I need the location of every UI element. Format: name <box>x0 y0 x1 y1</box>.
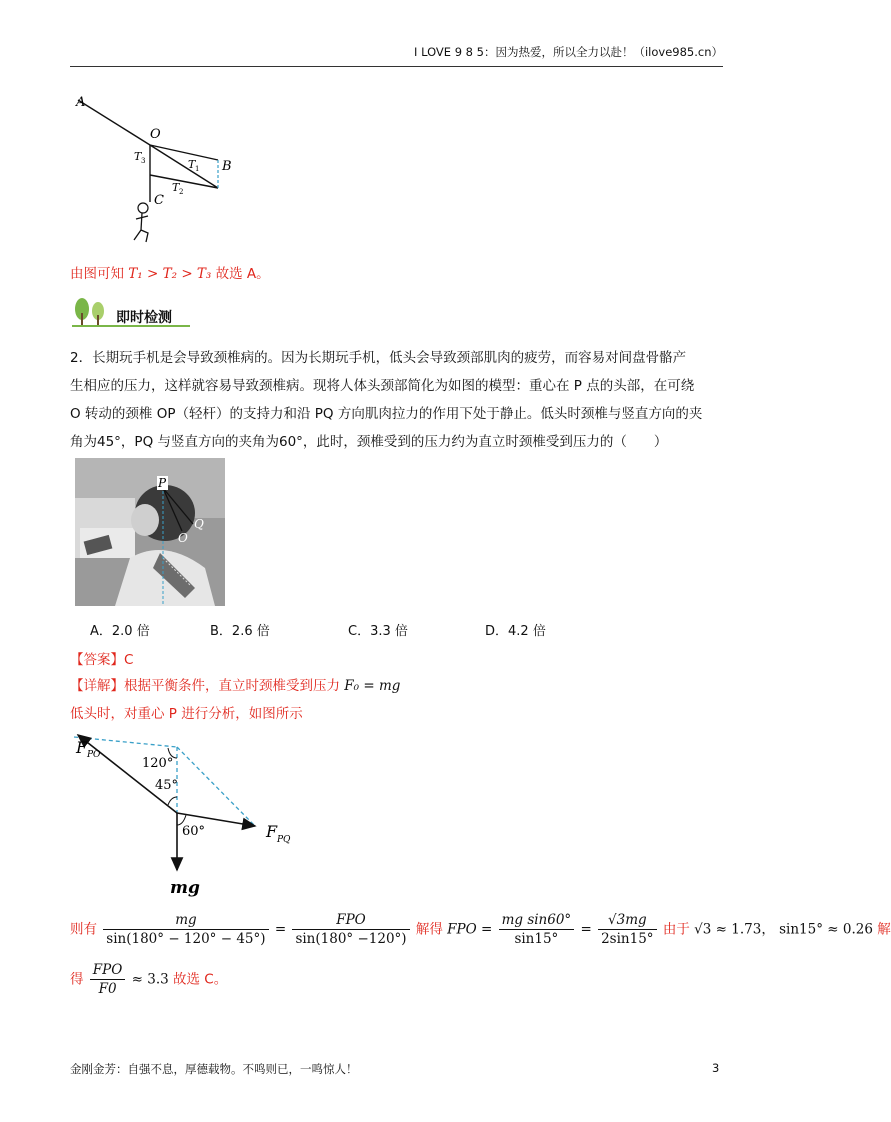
neck-model-photo <box>75 458 225 606</box>
label-mg: mg <box>170 878 200 898</box>
photo-label-o: O <box>178 531 188 545</box>
label-t2-sub: 2 <box>179 188 184 196</box>
label-f-pq: F <box>266 822 278 841</box>
option-b: B．2.6 倍 <box>210 624 270 639</box>
photo-label-p: P <box>158 476 167 490</box>
question-line-4: 角为45°，PQ 与竖直方向的夹角为60°，此时，颈椎受到的压力约为直立时颈椎受到压力的（ ） <box>70 434 668 450</box>
question-line-1: 2．长期玩手机是会导致颈椎病的。因为长期玩手机，低头会导致颈部肌肉的疲劳，而容易对间盘骨骼产 <box>70 350 687 366</box>
label-t1-sub: 1 <box>195 165 200 173</box>
label-t2: T <box>172 181 180 194</box>
label-angle-120: 120° <box>142 756 174 771</box>
photo-label-q: Q <box>194 517 204 531</box>
eq-because: 由于 <box>662 921 690 938</box>
label-t3-sub: 3 <box>141 157 146 165</box>
label-a: A <box>76 95 86 110</box>
page-footer: 金刚金芳：自强不息，厚德载物。不鸣则已，一鸣惊人！ <box>70 1062 358 1076</box>
eq-fraction-1: $\frac{mg}{\sin(180^\circ - 120^\circ - 45^\circ)}$ <box>103 912 268 947</box>
label-t3: T <box>134 150 142 163</box>
section-badge <box>72 297 192 333</box>
label-f-po: F <box>76 738 88 757</box>
detail: 【详解】根据平衡条件，直立时颈椎受到压力 F₀ = mg <box>70 678 401 694</box>
eq-solve: 解得 <box>415 921 443 938</box>
label-b: B <box>222 159 232 174</box>
label-t1: T <box>188 158 196 171</box>
answer: 【答案】C <box>70 652 134 668</box>
conclusion-1-prefix: 由图可知 <box>70 266 124 282</box>
option-a: A．2.0 倍 <box>90 624 150 639</box>
label-c: C <box>154 193 164 208</box>
eq-fraction-4: $\frac{√3mg}{2\sin 15^\circ}$ <box>598 912 656 947</box>
label-f-pq-sub: PQ <box>277 835 291 845</box>
conclusion-1 <box>70 262 270 282</box>
option-c: C．3.3 倍 <box>348 624 408 639</box>
conclusion-1-suffix: 故选 A。 <box>215 266 270 282</box>
label-o: O <box>150 127 161 142</box>
detail-formula: F₀ = mg <box>344 678 401 694</box>
header-rule <box>70 66 723 67</box>
result-fraction: $\frac{\text{FPO}}{F0}$ <box>90 962 126 997</box>
label-f-po-sub: PO <box>87 750 101 760</box>
label-angle-60: 60° <box>182 824 206 839</box>
eq-fraction-3: $\frac{\text{mg sin60°}}{\sin 15^\circ}$ <box>499 912 575 947</box>
conclusion-1-expr: T₁ > T₂ > T₃ <box>128 266 212 282</box>
force-diagram <box>70 725 310 905</box>
question-line-2: 生相应的压力，这样就容易导致颈椎病。现将人体头颈部简化为如图的模型：重心在 P 点的头部，在可绕 <box>70 378 695 394</box>
label-angle-45: 45° <box>155 778 179 793</box>
analysis-text: 低头时，对重心 P 进行分析，如图所示 <box>70 706 303 722</box>
section-title: 即时检测 <box>116 310 172 326</box>
question-line-3: O 转动的颈椎 OP（轻杆）的支持力和沿 PQ 方向肌肉拉力的作用下处于静止。低头时颈椎与竖直方向的夹 <box>70 406 703 422</box>
page-header: I LOVE 9 8 5：因为热爱，所以全力以赴！（ilove985.cn） <box>414 45 723 59</box>
tension-diagram <box>70 90 250 250</box>
option-d: D．4.2 倍 <box>485 624 546 639</box>
equation-row: 则有 $\frac{mg}{\sin(180^\circ - 120^\circ - 45^\circ)}$ = $\frac{\text{FPO}}{\sin(180^\circ -120^\circ)}$ 解得 FPO = $\frac{\text{mg sin60°}}{\sin 15^\circ}$ = $\frac{√3mg}{2\sin 15^\circ}$ 由于 √3 ≈ 1.73， sin15° ≈ 0.26 解 <box>70 912 891 947</box>
page-number: 3 <box>712 1061 720 1075</box>
eq-fraction-2: $\frac{\text{FPO}}{\sin(180^\circ -120^\circ)}$ <box>292 912 409 947</box>
result-row: 得 $\frac{\text{FPO}}{F0}$ ≈ 3.3 故选 C。 <box>70 962 228 997</box>
eq-then: 则有 <box>70 921 97 938</box>
